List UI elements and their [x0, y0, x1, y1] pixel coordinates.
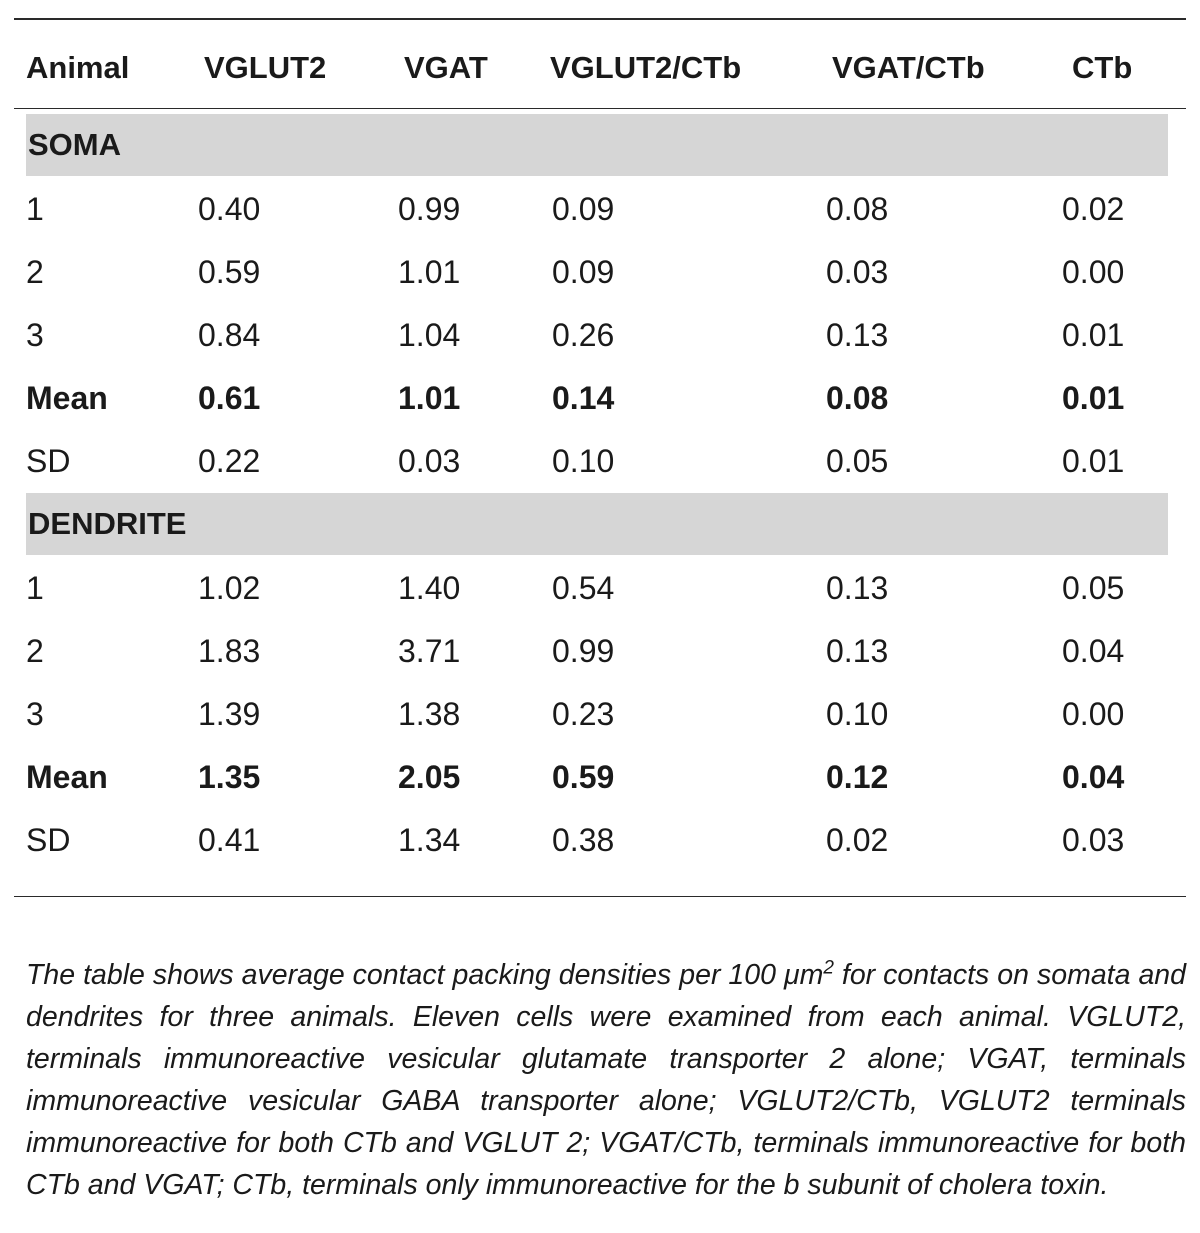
table-header-row	[0, 36, 1200, 100]
cell-vgat-ctb: 0.02	[826, 822, 889, 858]
table-row	[0, 177, 1200, 241]
table-row	[0, 556, 1200, 620]
section-header-dendrite	[26, 493, 1168, 555]
cell-animal: Mean	[26, 380, 108, 416]
cell-vglut2: 0.40	[198, 191, 261, 227]
cell-vglut2: 0.59	[198, 254, 261, 290]
cell-vglut2: 1.02	[198, 570, 261, 606]
cell-vglut2-ctb: 0.26	[552, 317, 615, 353]
cell-ctb: 0.01	[1062, 380, 1125, 416]
cell-ctb: 0.03	[1062, 822, 1125, 858]
cell-animal: SD	[26, 443, 71, 479]
cell-ctb: 0.00	[1062, 696, 1125, 732]
cell-animal: Mean	[26, 759, 108, 795]
cell-vglut2-ctb: 0.10	[552, 443, 615, 479]
cell-ctb: 0.05	[1062, 570, 1125, 606]
cell-vgat: 3.71	[398, 633, 461, 669]
cell-vgat: 1.40	[398, 570, 461, 606]
cell-vgat-ctb: 0.10	[826, 696, 889, 732]
cell-ctb: 0.00	[1062, 254, 1125, 290]
cell-vgat: 1.38	[398, 696, 461, 732]
cell-vgat: 2.05	[398, 759, 461, 795]
cell-vglut2: 1.39	[198, 696, 261, 732]
table-row	[0, 303, 1200, 367]
cell-ctb: 0.04	[1062, 759, 1125, 795]
header-vgat: VGAT	[404, 50, 488, 85]
cell-vglut2: 1.83	[198, 633, 261, 669]
cell-vgat-ctb: 0.03	[826, 254, 889, 290]
cell-vglut2-ctb: 0.54	[552, 570, 615, 606]
cell-vgat-ctb: 0.13	[826, 317, 889, 353]
table-top-rule	[14, 18, 1186, 20]
cell-vgat-ctb: 0.08	[826, 191, 889, 227]
cell-vgat: 0.03	[398, 443, 461, 479]
cell-animal: 1	[26, 191, 44, 227]
cell-ctb: 0.01	[1062, 317, 1125, 353]
cell-vglut2-ctb: 0.59	[552, 759, 615, 795]
cell-ctb: 0.04	[1062, 633, 1125, 669]
table-row	[0, 240, 1200, 304]
header-vglut2-ctb: VGLUT2/CTb	[550, 50, 742, 85]
header-vglut2: VGLUT2	[204, 50, 327, 85]
section-header-soma	[26, 114, 1168, 176]
cell-vgat-ctb: 0.08	[826, 380, 889, 416]
cell-animal: 3	[26, 696, 44, 732]
cell-vglut2: 0.84	[198, 317, 261, 353]
cell-vglut2: 1.35	[198, 759, 261, 795]
cell-ctb: 0.02	[1062, 191, 1125, 227]
cell-vglut2: 0.61	[198, 380, 261, 416]
header-vgat-ctb: VGAT/CTb	[832, 50, 985, 85]
header-ctb: CTb	[1072, 50, 1133, 85]
cell-vgat-ctb: 0.13	[826, 633, 889, 669]
caption-text-rest: for contacts on somata and dendrites for three animals. Eleven cells were examined from each animal. VGLUT2, terminals immunoreactive vesicular glutamate transporter 2 alone; VGAT, terminals immunoreactive vesicular GABA transporter alone; VGLUT2/CTb, VGLUT2 terminals immunoreactive for both CTb and VGLUT 2; VGAT/CTb, terminals immunoreactive for both CTb and VGAT; CTb, terminals only immunoreactive for the b subunit of cholera toxin.	[26, 958, 1187, 1201]
table-row-mean	[0, 745, 1200, 809]
cell-vgat: 1.34	[398, 822, 461, 858]
table-caption	[26, 954, 1186, 1206]
cell-vgat: 1.01	[398, 254, 461, 290]
table-row	[0, 682, 1200, 746]
section-label: SOMA	[28, 127, 121, 162]
cell-vglut2-ctb: 0.99	[552, 633, 615, 669]
cell-vgat: 1.04	[398, 317, 461, 353]
cell-vglut2-ctb: 0.09	[552, 191, 615, 227]
header-rule	[14, 108, 1186, 109]
section-label: DENDRITE	[28, 506, 187, 541]
cell-vgat: 1.01	[398, 380, 461, 416]
cell-vglut2-ctb: 0.09	[552, 254, 615, 290]
table-row-sd	[0, 429, 1200, 493]
header-animal: Animal	[26, 50, 130, 85]
cell-vgat: 0.99	[398, 191, 461, 227]
cell-vgat-ctb: 0.12	[826, 759, 889, 795]
cell-vglut2: 0.22	[198, 443, 261, 479]
cell-animal: 3	[26, 317, 44, 353]
cell-vgat-ctb: 0.13	[826, 570, 889, 606]
table-row	[0, 619, 1200, 683]
cell-ctb: 0.01	[1062, 443, 1125, 479]
cell-animal: 2	[26, 633, 44, 669]
cell-animal: SD	[26, 822, 71, 858]
table-bottom-rule	[14, 896, 1186, 897]
table-row-sd	[0, 808, 1200, 872]
cell-vglut2-ctb: 0.38	[552, 822, 615, 858]
cell-vglut2: 0.41	[198, 822, 261, 858]
cell-vgat-ctb: 0.05	[826, 443, 889, 479]
cell-vglut2-ctb: 0.23	[552, 696, 615, 732]
cell-animal: 2	[26, 254, 44, 290]
table-row-mean	[0, 366, 1200, 430]
cell-vglut2-ctb: 0.14	[552, 380, 615, 416]
caption-text-start: The table shows average contact packing densities per 100 μm	[26, 958, 824, 991]
cell-animal: 1	[26, 570, 44, 606]
caption-superscript: 2	[823, 957, 834, 978]
